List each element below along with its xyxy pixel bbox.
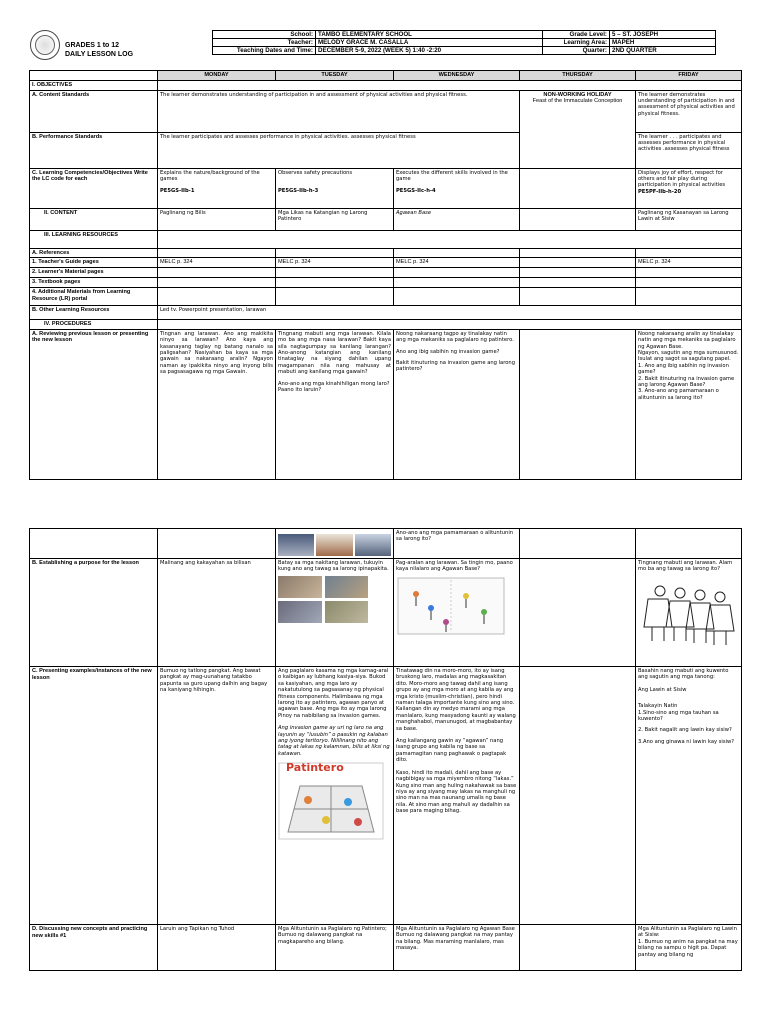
day-tuesday: TUESDAY: [276, 71, 394, 81]
athletes-photo-cell: [276, 529, 394, 559]
content-mon: Paglinang ng Bilis: [158, 208, 276, 230]
tg-fri: MELC p. 324: [636, 258, 742, 268]
review-wed-text-1: Noong nakaraang tagpo ay tinalakay natin ang mga mekaniks sa paglalaro ng patintero.: [396, 330, 514, 344]
discussing-fri-text-2: 1. Bumuo ng anim na pangkat na may bilang na sampu o higit pa. Dapat pantay ang bilang ng: [638, 938, 738, 958]
competency-wed: [394, 168, 520, 208]
presenting-fri: [636, 667, 742, 925]
objectives-heading: I. OBJECTIVES: [30, 81, 158, 91]
patintero-label: Patintero: [286, 761, 344, 775]
page-2: [0, 528, 768, 1024]
agawan-base-illustration-icon: [396, 576, 506, 636]
day-thursday: THURSDAY: [520, 71, 636, 81]
content-tue: Mga Likas na Katangian ng Larong Patintero: [276, 208, 394, 230]
other-resources-label: B. Other Learning Resources: [30, 306, 158, 320]
competency-fri-code: PE5PF-IIb-h-20: [638, 188, 682, 195]
corner-cell: [30, 71, 158, 81]
review-tue-text-2: Ano-ano ang mga kinahihiligan mong laro? Paano ito laruin?: [278, 380, 390, 394]
presenting-label: C. Presenting examples/instances of the new lesson: [30, 667, 158, 925]
teachers-guide-label: 1. Teacher's Guide pages: [30, 258, 158, 268]
purpose-fri-text: Tingnang mabuti ang larawan. Alam mo ba ang tawag sa larong ito?: [638, 560, 733, 573]
presenting-wed-text-2: Ang kailangang gawin ay “agawan” nang isang grupo ang kabila ng base sa pamamagitan nang paghawak o pagtapak dito.: [396, 738, 507, 764]
purpose-tue: [276, 559, 394, 667]
content-standards-fri: The learner demonstrates understanding of participation in and assessment of physical activities and physical fitness.: [636, 90, 742, 132]
competency-wed-code: PE5GS-IIc-h-4: [396, 188, 436, 195]
presenting-fri-text-1: Basahin nang mabuti ang kuwento ang sagutin ang mga tanong:: [638, 668, 729, 681]
content-standards-mon: The learner demonstrates understanding of participation in and assessment of physical activities and physical fitness.: [158, 90, 520, 132]
header-title-2: DAILY LESSON LOG: [65, 51, 134, 58]
review-tue: [276, 329, 394, 479]
lesson-log-table-2: [29, 528, 742, 971]
competency-mon: [158, 168, 276, 208]
review-fri-text-4: 2. Bakit itinuturing na invasion game ang larong Agawan Base?: [638, 375, 735, 389]
review-fri-text-3: 1. Ano ang ibig sabihin ng invasion game?: [638, 362, 729, 376]
presenting-fri-text-6: 3.Ano ang ginawa ni lawin kay sisiw?: [638, 738, 735, 745]
review-fri-text-2: Ngayon, sagutin ang mga sumusunod. Isulat ang sagot sa sagutang papel.: [638, 350, 739, 363]
holiday-cell: [520, 90, 636, 168]
dates-value: DECEMBER 5-9, 2022 (WEEK 5) 1:40 -2:20: [316, 47, 543, 55]
discussing-fri: [636, 925, 742, 971]
discussing-tue-text-2: Bumuo ng dalawang pangkat na magkapareho ang bilang.: [278, 932, 363, 945]
review-wed-text-2: Ano ang ibig sabihin ng invasion game?: [396, 348, 500, 355]
discussing-wed: [394, 925, 520, 971]
discussing-mon: Laruin ang Tapikan ng Tuhod: [158, 925, 276, 971]
purpose-mon: Malinang ang kakayahan sa bilisan: [158, 559, 276, 667]
grade-label: Grade Level:: [543, 31, 610, 39]
content-label: II. CONTENT: [30, 208, 158, 230]
teacher-value: MELODY GRACE M. CASALLA: [316, 39, 543, 47]
presenting-wed: [394, 667, 520, 925]
performance-standards-mon: The learner participates and assesses performance in physical activities. assesses physical fitness: [158, 132, 520, 168]
header-title-1: GRADES 1 to 12: [65, 42, 120, 49]
day-friday: FRIDAY: [636, 71, 742, 81]
competency-mon-code: PE5GS-IIb-1: [160, 188, 195, 195]
performance-standards-label: B. Performance Standards: [30, 132, 158, 168]
presenting-mon: Bumuo ng tatlong pangkat. Ang bawat pangkat ay mag-uunahang tatakbo papunta sa guro upang dalhin ang bagay na kaniyang hihingin.: [158, 667, 276, 925]
content-fri: Paglinang ng Kasanayan sa Larong Lawin at Sisiw: [636, 208, 742, 230]
grade-value: 5 – ST. JOSEPH: [610, 31, 716, 39]
review-label: A. Reviewing previous lesson or presenting the new lesson: [30, 329, 158, 479]
discussing-wed-text-2: Bumuo ng dalawang pangkat na may pantay na bilang. Mas maraming manlalaro, mas masaya.: [396, 932, 513, 952]
review-fri-text-5: 3. Ano-ano ang pamamaraan o alituntunin sa larong ito?: [638, 388, 719, 401]
competency-wed-text: Executes the different skills involved in the game: [396, 169, 508, 182]
games-photos-icon: [278, 576, 368, 623]
competency-fri: [636, 168, 742, 208]
review-tue-text-1: Tingnang mabuti ang mga larawan. Kilala mo ba ang mga nasa larawan? Bakit kaya sila nagtagumpay sa kanilang larangan? Ano-anong katangian ang kanilang tinataglay na siyang dahilan upang magampanan nila nang mahusay at mabuti ang kanilang mga gawain?: [278, 330, 391, 376]
school-label: School:: [213, 31, 316, 39]
presenting-tue-text-1: Ang paglalaro kasama ng mga kamag-aral o kaibigan ay lubhang kasiya-siya. Bukod sa kasiyahan, ang mga laro ay nakatutulong sa pagsasanay ng physical fitness components. Halimbawa ng mga larong ito ay patintero, agawan panyo at agawan base. Ang mga ito ay mga larong Pinoy na nabibilang sa invasion games.: [278, 668, 389, 719]
area-value: MAPEH: [610, 39, 716, 47]
school-value: TAMBO ELEMENTARY SCHOOL: [316, 31, 543, 39]
competency-tue-text: Observes safety precautions: [278, 169, 353, 176]
presenting-wed-text-3: Kaso, hindi ito madali, dahil ang base ay nagbibigay sa mga miyembro nitong “lakas.” Kung sino man ang huling nakahawak sa base niya ay ang siyang may lakas na manghuli ng sino man na mas naunang umalis ng base nila. At sino man ang mahuli ay dadalhin sa base para maging bihag.: [396, 769, 517, 815]
review-fri-text-1: Noong nakaraang aralin ay tinalakay natin ang mga mekaniks sa paglalaro ng Agawan Base.: [638, 330, 736, 350]
references-label: A. References: [30, 248, 158, 258]
additional-materials-label: 4. Additional Materials from Learning Resource (LR) portal: [30, 288, 158, 306]
other-resources-mon: Led tv. Powerpoint presentation, larawan: [158, 306, 742, 320]
discussing-label: D. Discussing new concepts and practicing new skills #1: [30, 925, 158, 971]
quarter-label: Quarter:: [543, 47, 610, 55]
area-label: Learning Area:: [543, 39, 610, 47]
review-fri: [636, 329, 742, 479]
competency-fri-text: Displays joy of effort, respect for others and fair play during participation in physical activities: [638, 169, 726, 189]
purpose-tue-text: Batay sa mga nakitang larawan, tukuyin kung ano ang tawag sa larong ipinapakita.: [278, 560, 389, 573]
quarter-value: 2ND QUARTER: [610, 47, 716, 55]
purpose-label: B. Establishing a purpose for the lesson: [30, 559, 158, 667]
lesson-log-table-1: [29, 70, 742, 480]
content-standards-label: A. Content Standards: [30, 90, 158, 132]
holiday-subtitle: Feast of the Immaculate Conception: [532, 98, 623, 105]
review-wed-continued: Ano-ano ang mga pamamaraan o alituntunin sa larong ito?: [394, 529, 520, 559]
competencies-label: C. Learning Competencies/Objectives Write the LC code for each: [30, 168, 158, 208]
page-1: [0, 0, 768, 500]
discussing-wed-text-1: Mga Alituntunin sa Paglalaro ng Agawan Base: [396, 926, 515, 932]
learners-material-label: 2. Learner's Material pages: [30, 268, 158, 278]
competency-mon-text: Explains the nature/background of the games: [160, 169, 260, 182]
athletes-photo-icon: [278, 534, 391, 556]
day-monday: MONDAY: [158, 71, 276, 81]
review-wed-text-3: Bakit itinuturing na invasion game ang larong patintero?: [396, 360, 515, 373]
dates-label: Teaching Dates and Time:: [213, 47, 316, 55]
tg-wed: MELC p. 324: [394, 258, 520, 268]
competency-tue: [276, 168, 394, 208]
holiday-title: NON-WORKING HOLIDAY: [543, 91, 612, 98]
content-wed: Agawan Base: [394, 208, 520, 230]
purpose-fri: [636, 559, 742, 667]
competency-tue-code: PE5GS-IIb-h-3: [278, 188, 319, 194]
presenting-tue: [276, 667, 394, 925]
presenting-fri-text-4: 1.Sino-sino ang mga tauhan sa kuwento?: [638, 709, 719, 723]
purpose-wed-text: Pag-aralan ang larawan. Sa tingin mo, paano kaya nilalaro ang Agawan Base?: [396, 560, 513, 573]
discussing-tue: [276, 925, 394, 971]
deped-seal-icon: [30, 30, 60, 60]
discussing-fri-text-1: Mga Alituntunin sa Paglalaro ng Lawin at Sisiw:: [638, 926, 737, 939]
patintero-illustration: [278, 762, 384, 840]
purpose-wed: [394, 559, 520, 667]
header-info-table: [212, 30, 716, 55]
presenting-tue-text-2: Ang invasion game ay uri ng laro na ang layunin ay “lusubin” o pasukin ng kalaban ang iyong teritoryo. Nililinang nito ang tatag at lakas ng kalamnan, bilis at liksi ng katawan.: [278, 725, 390, 757]
presenting-fri-text-2: Ang Lawin at Sisiw: [638, 686, 687, 693]
discussing-tue-text-1: Mga Alituntunin sa Paglalaro ng Patintero;: [278, 926, 387, 932]
presenting-wed-text-1: Tinatawag din na moro-moro, ito ay isang bruskong laro, madalas ang magkasakitan dito. Moro-moro ang tawag dahil ang isang grupo ay ang mga moro at ang kabila ay ang mga kristo (muslim-christian), pero hindi naman talaga importante kung sino ang sino. Kailangan din ay medyo marami ang mga manlalaro, kung masyadong kaunti ay walang manghahabol, manunugod, at magbabantay sa base.: [396, 668, 516, 732]
learning-resources-label: III. LEARNING RESOURCES: [30, 230, 158, 248]
tg-tue: MELC p. 324: [276, 258, 394, 268]
textbook-label: 3. Textbook pages: [30, 278, 158, 288]
procedures-heading: IV. PROCEDURES: [30, 320, 158, 330]
lawin-at-sisiw-illustration-icon: [638, 577, 738, 647]
presenting-fri-text-5: 2. Bakit nagalit ang lawin kay sisiw?: [638, 727, 732, 734]
review-mon: Tingnan ang larawan. Ano ang makikita ninyo sa larawan? Ano kaya ang kasanayang taglay ng batang nanalo sa paligsahan? Nasiyahan ba kaya sa mga gawain sa nakaraang aralin? Ngayon naman ay ipakikita ninyo ang inyong bilis sa pagsasagawa ng mga Gawain.: [158, 329, 276, 479]
teacher-label: Teacher:: [213, 39, 316, 47]
tg-mon: MELC p. 324: [158, 258, 276, 268]
review-wed: [394, 329, 520, 479]
performance-standards-fri: The learner . . . participates and assesses performance in physical activities .assesses physical fitness: [636, 132, 742, 168]
day-wednesday: WEDNESDAY: [394, 71, 520, 81]
presenting-fri-text-3: Talakayin Natin: [638, 703, 678, 710]
